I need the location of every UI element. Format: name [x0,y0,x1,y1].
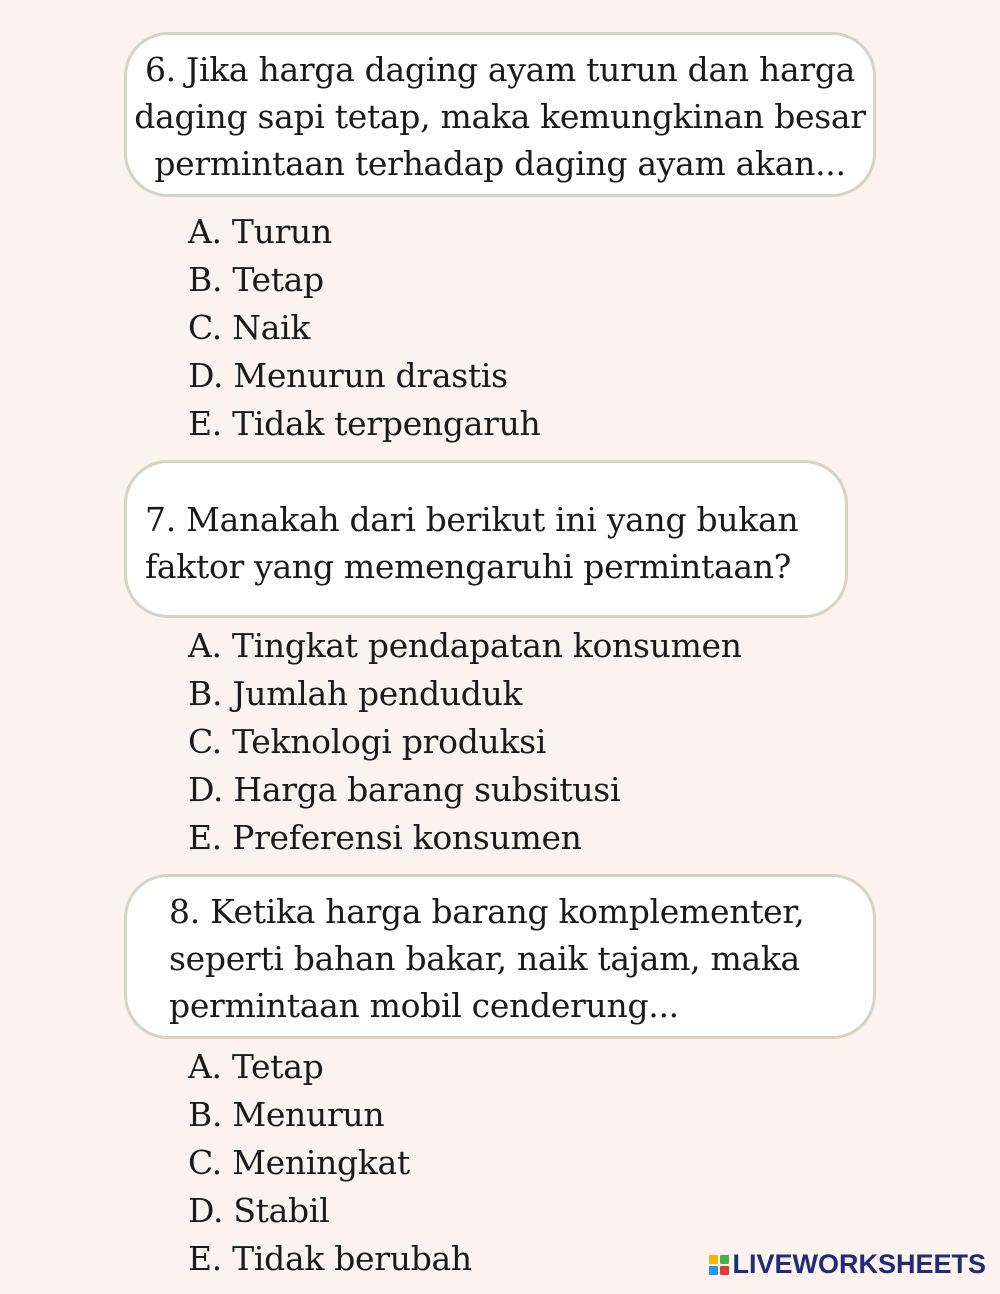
question-7-box [124,460,848,618]
option-7d[interactable]: D. Harga barang subsitusi [188,770,621,809]
question-6-box [124,32,876,197]
question-8-line-2: seperti bahan bakar, naik tajam, maka [169,939,800,978]
option-7e[interactable]: E. Preferensi konsumen [188,818,582,857]
question-6-line-3: permintaan terhadap daging ayam akan... [154,144,846,183]
option-8b[interactable]: B. Menurun [188,1095,385,1134]
question-8-options [188,1043,472,1283]
option-8e[interactable]: E. Tidak berubah [188,1239,472,1278]
option-7b[interactable]: B. Jumlah penduduk [188,674,523,713]
option-8d[interactable]: D. Stabil [188,1191,330,1230]
question-7-line-2: faktor yang memengaruhi permintaan? [145,547,792,586]
brand-label: LIVEWORKSHEETS [732,1249,986,1279]
question-6-line-1: 6. Jika harga daging ayam turun dan harga [144,50,856,89]
option-6b[interactable]: B. Tetap [188,260,324,299]
option-8a[interactable]: A. Tetap [188,1047,324,1086]
question-6-options [188,208,540,448]
question-8-line-1: 8. Ketika harga barang komplementer, [169,892,805,931]
option-8c[interactable]: C. Meningkat [188,1143,410,1182]
option-6d[interactable]: D. Menurun drastis [188,356,508,395]
option-6e[interactable]: E. Tidak terpengaruh [188,404,541,443]
option-7a[interactable]: A. Tingkat pendapatan konsumen [188,626,742,665]
option-6a[interactable]: A. Turun [188,212,332,251]
question-8-line-3: permintaan mobil cenderung... [169,986,679,1025]
question-8-box [124,874,876,1039]
question-7-line-1: 7. Manakah dari berikut ini yang bukan [145,500,799,539]
question-7-options [188,622,742,862]
option-7c[interactable]: C. Teknologi produksi [188,722,547,761]
liveworksheets-brand [709,1249,986,1280]
liveworksheets-logo-icon [709,1255,729,1275]
option-6c[interactable]: C. Naik [188,308,311,347]
question-6-line-2: daging sapi tetap, maka kemungkinan besar [134,97,866,136]
